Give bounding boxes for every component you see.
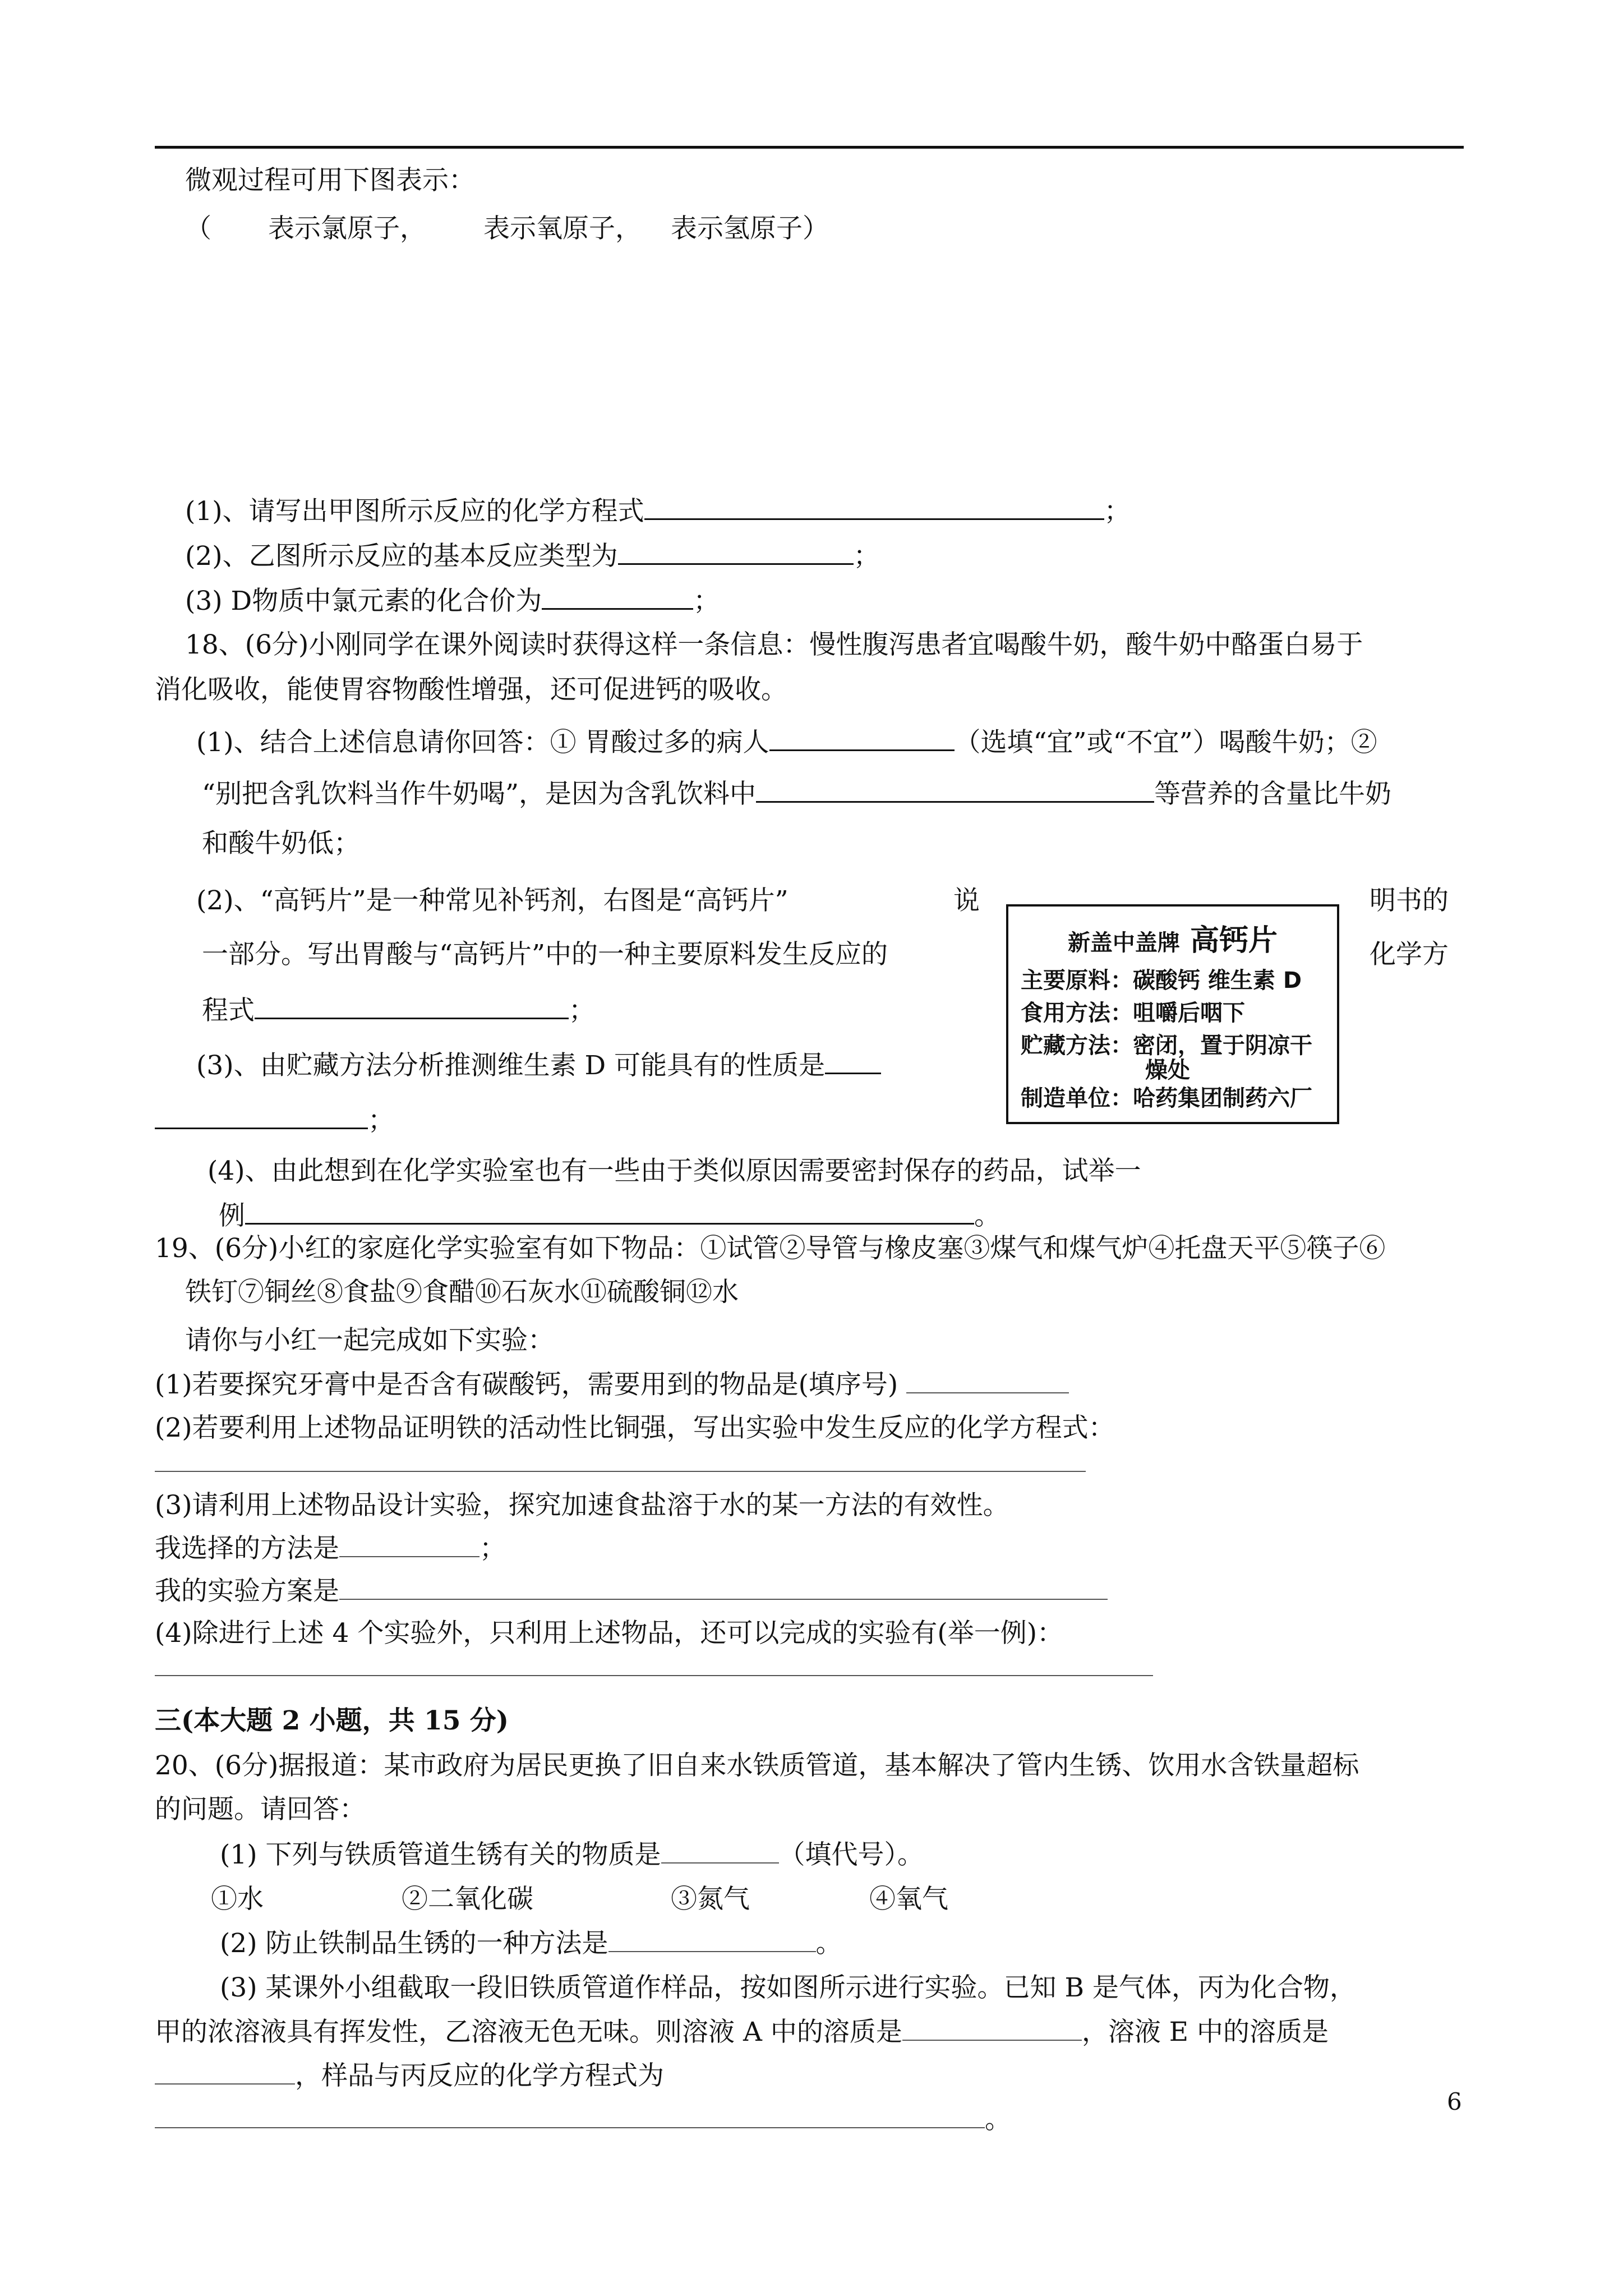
q18-part4-cont: 例 。 (219, 1198, 1000, 1233)
answer-blank[interactable] (825, 1048, 881, 1074)
legend-oxygen: 表示氧原子， (483, 213, 642, 244)
legend-open: （ (185, 213, 211, 244)
q18-part1-end: 和酸牛奶低； (202, 828, 360, 859)
q18-part2: (2)、“高钙片”是一种常见补钙剂，右图是“高钙片” (196, 885, 789, 916)
answer-blank[interactable] (339, 1574, 1108, 1600)
legend-chlorine: 表示氯原子， (268, 213, 426, 244)
q20-part2: (2) 防止铁制品生锈的一种方法是 。 (220, 1926, 842, 1961)
q20-option-3: ③氮气 (671, 1884, 750, 1915)
answer-blank[interactable] (155, 1446, 1086, 1472)
answer-blank[interactable] (618, 539, 854, 565)
q18-heading: 18、(6分)小刚同学在课外阅读时获得这样一条信息：慢性腹泻患者宜喝酸牛奶，酸牛奶中酪蛋白易于 (185, 629, 1363, 660)
q20-part3-line4: 。 (155, 2102, 1011, 2137)
q20-part3: (3) 某课外小组截取一段旧铁质管道作样品，按如图所示进行实验。已知 B 是气体，丙为化合物， (220, 1972, 1356, 2003)
answer-blank[interactable] (756, 776, 1154, 803)
q17-part3: (3) D物质中氯元素的化合价为 ； (185, 583, 720, 618)
answer-blank[interactable] (608, 1926, 816, 1952)
q19-part3b: 我的实验方案是 (155, 1574, 1108, 1608)
q17-part1: (1)、请写出甲图所示反应的化学方程式 ； (185, 494, 1131, 528)
answer-blank[interactable] (906, 1368, 1069, 1393)
answer-blank[interactable] (155, 2102, 985, 2128)
q20-heading-cont: 的问题。请回答： (155, 1794, 366, 1825)
answer-blank[interactable] (661, 1838, 779, 1864)
q19-part4-line (155, 1650, 1153, 1685)
q20-part1: (1) 下列与铁质管道生锈有关的物质是 （填代号）。 (220, 1838, 924, 1872)
calcium-tablet-label (1006, 904, 1339, 1124)
label-title-row: 新盖中盖牌 高钙片 (1067, 924, 1278, 958)
q20-option-1: ①水 (211, 1884, 264, 1915)
label-usage: 食用方法：咀嚼后咽下 (1021, 1000, 1245, 1026)
q20-part3-line3: ，样品与丙反应的化学方程式为 (155, 2059, 664, 2093)
q19-part2: (2)若要利用上述物品证明铁的活动性比铜强，写出实验中发生反应的化学方程式： (155, 1412, 1115, 1443)
label-manufacturer: 制造单位：哈药集团制药六厂 (1021, 1085, 1312, 1111)
section-3-title: 三(本大题 2 小题，共 15 分) (155, 1705, 509, 1736)
answer-blank[interactable] (155, 2059, 295, 2085)
answer-blank[interactable] (542, 583, 693, 610)
q20-option-4: ④氧气 (869, 1884, 948, 1915)
q17-part2: (2)、乙图所示反应的基本反应类型为 ； (185, 539, 880, 573)
answer-blank[interactable] (902, 2015, 1082, 2041)
label-storage: 贮藏方法：密闭，置于阴凉干 (1021, 1033, 1312, 1059)
q20-option-2: ②二氧化碳 (402, 1884, 533, 1915)
answer-blank[interactable] (339, 1531, 479, 1557)
q19-part3: (3)请利用上述物品设计实验，探究加速食盐溶于水的某一方法的有效性。 (155, 1490, 1009, 1521)
q18-part2-line3: 程式 ； (202, 993, 595, 1028)
q19-heading: 19、(6分)小红的家庭化学实验室有如下物品：①试管②导管与橡皮塞③煤气和煤气炉④托盘天平⑤筷子⑥ (155, 1233, 1386, 1264)
q19-part1: (1)若要探究牙膏中是否含有碳酸钙，需要用到的物品是(填序号) (155, 1368, 1069, 1402)
intro-text: 微观过程可用下图表示： (185, 165, 475, 196)
q18-part3-cont: ； (155, 1103, 394, 1138)
q19-part2-line (155, 1446, 1086, 1480)
label-storage-cont: 燥处 (1145, 1057, 1190, 1083)
q18-part2-line2: 一部分。写出胃酸与“高钙片”中的一种主要原料发生反应的 (202, 939, 888, 970)
q19-part3a: 我选择的方法是 ； (155, 1531, 506, 1566)
q19-part4: (4)除进行上述 4 个实验外，只利用上述物品，还可以完成的实验有(举一例)： (155, 1618, 1064, 1649)
q18-part1: (1)、结合上述信息请你回答：① 胃酸过多的病人 （选填“宜”或“不宜”）喝酸牛奶；② (196, 725, 1377, 760)
answer-blank[interactable] (155, 1650, 1153, 1676)
q18-part3: (3)、由贮藏方法分析推测维生素 D 可能具有的性质是 (196, 1048, 881, 1083)
label-ingredients: 主要原料：碳酸钙 维生素 D (1021, 968, 1302, 993)
q18-part4: (4)、由此想到在化学实验室也有一些由于类似原因需要密封保存的药品，试举一 (208, 1156, 1141, 1186)
q18-part2-gap: 说 (953, 885, 980, 916)
answer-blank[interactable] (245, 1198, 974, 1225)
answer-blank[interactable] (644, 494, 1104, 520)
q18-part2-tail: 明书的 (1370, 885, 1449, 916)
page-number: 6 (1447, 2088, 1462, 2115)
legend-hydrogen: 表示氢原子） (671, 213, 829, 244)
q18-part1-cont: “别把含乳饮料当作牛奶喝”，是因为含乳饮料中 等营养的含量比牛奶 (202, 776, 1391, 811)
q20-part3-line2: 甲的浓溶液具有挥发性，乙溶液无色无味。则溶液 A 中的溶质是 ，溶液 E 中的溶质是 (155, 2015, 1329, 2049)
answer-blank[interactable] (255, 993, 569, 1019)
q19-intro: 请你与小红一起完成如下实验： (185, 1325, 554, 1356)
q18-part2-line2-tail: 化学方 (1370, 939, 1449, 970)
q18-heading-cont: 消化吸收，能使胃容物酸性增强，还可促进钙的吸收。 (155, 674, 787, 705)
header-rule (155, 146, 1464, 149)
answer-blank[interactable] (155, 1103, 368, 1129)
answer-blank[interactable] (769, 725, 955, 751)
q19-heading-cont: 铁钉⑦铜丝⑧食盐⑨食醋⑩石灰水⑪硫酸铜⑫水 (185, 1277, 739, 1308)
q20-heading: 20、(6分)据报道：某市政府为居民更换了旧自来水铁质管道，基本解决了管内生锈、饮用水含铁量超标 (155, 1750, 1359, 1781)
